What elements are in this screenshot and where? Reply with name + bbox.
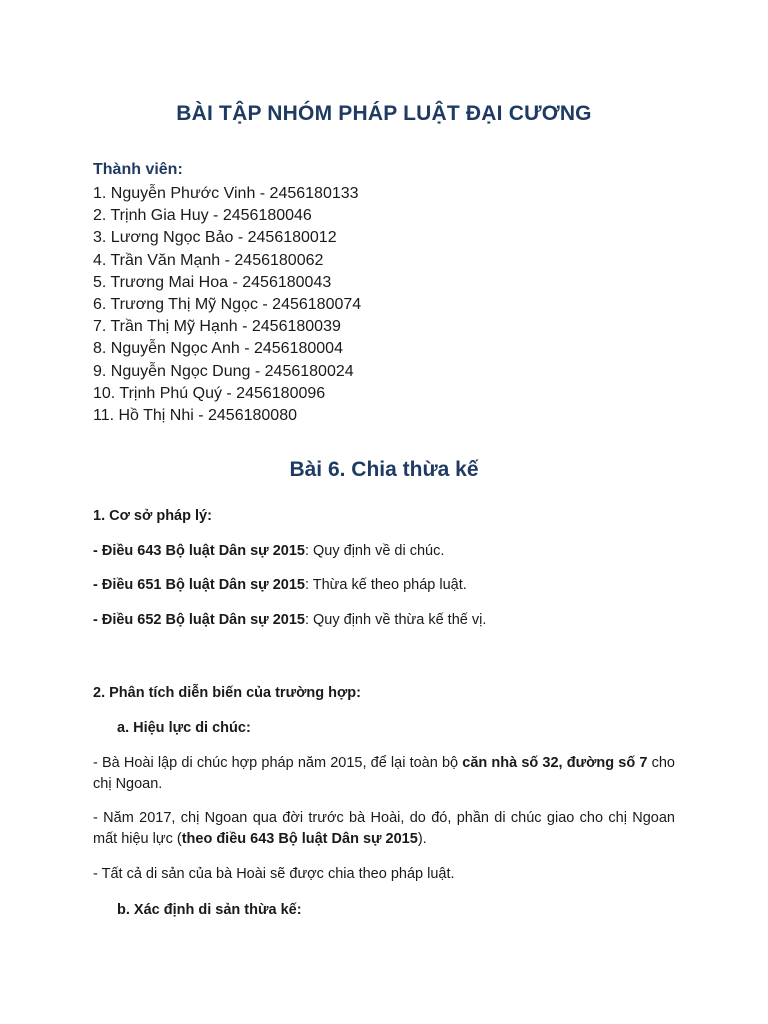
legal-item-bold: - Điều 651 Bộ luật Dân sự 2015: [93, 577, 305, 593]
paragraph-bold: căn nhà số 32, đường số 7: [462, 755, 648, 771]
subsection-b-text: b. Xác định di sản thừa kế:: [117, 902, 302, 918]
legal-item-652: [93, 610, 675, 631]
legal-item-text: : Quy định về di chúc.: [304, 543, 445, 559]
member-item: 8. Nguyễn Ngọc Anh - 2456180004: [93, 340, 343, 358]
analysis-heading-text: 2. Phân tích diễn biến của trường hợp:: [93, 685, 361, 701]
subsection-a: [117, 718, 699, 739]
legal-item-643: [93, 541, 675, 562]
legal-item-bold: - Điều 652 Bộ luật Dân sự 2015: [93, 612, 305, 628]
member-item: 5. Trương Mai Hoa - 2456180043: [93, 273, 332, 291]
paragraph-text: ).: [417, 831, 427, 847]
member-item: 4. Trần Văn Mạnh - 2456180062: [93, 251, 324, 269]
section-title: Bài 6. Chia thừa kế: [289, 458, 479, 481]
legal-item-text: : Quy định về thừa kế thế vị.: [304, 612, 487, 628]
legal-item-text: : Thừa kế theo pháp luật.: [304, 577, 467, 593]
member-item: 2. Trịnh Gia Huy - 2456180046: [93, 207, 312, 225]
paragraph-text: - Bà Hoài lập di chúc hợp pháp năm 2015, để lại toàn bộ: [93, 755, 463, 771]
member-item: 9. Nguyễn Ngọc Dung - 2456180024: [93, 362, 354, 380]
member-item: 6. Trương Thị Mỹ Ngọc - 2456180074: [93, 296, 362, 314]
members-list: [93, 183, 361, 427]
legal-basis-heading: [93, 506, 675, 527]
subsection-a-text: a. Hiệu lực di chúc:: [117, 720, 251, 736]
member-item: 10. Trịnh Phú Quý - 2456180096: [93, 384, 326, 402]
paragraph-text: - Tất cả di sản của bà Hoài sẽ được chia theo pháp luật.: [93, 866, 455, 882]
legal-basis-heading-text: 1. Cơ sở pháp lý:: [93, 508, 212, 524]
member-item: 3. Lương Ngọc Bảo - 2456180012: [93, 229, 337, 247]
member-item: 11. Hồ Thị Nhi - 2456180080: [93, 407, 297, 425]
analysis-heading: [93, 683, 675, 704]
paragraph-text: - Năm 2017, chị Ngoan qua đời trước bà Hoài, do đó, phần di chúc giao cho chị Ngoan mất hiệu lực (: [93, 810, 675, 847]
legal-item-651: [93, 575, 675, 596]
legal-item-bold: - Điều 643 Bộ luật Dân sự 2015: [93, 543, 305, 559]
subsection-b: [117, 900, 699, 921]
analysis-paragraph-1: [93, 753, 675, 795]
analysis-paragraph-3: [93, 864, 675, 885]
paragraph-text: cho chị Ngoan.: [93, 755, 675, 792]
analysis-paragraph-2: [93, 808, 675, 850]
member-item: 1. Nguyễn Phước Vinh - 2456180133: [93, 185, 359, 202]
member-item: 7. Trần Thị Mỹ Hạnh - 2456180039: [93, 318, 341, 336]
document-title: BÀI TẬP NHÓM PHÁP LUẬT ĐẠI CƯƠNG: [176, 102, 592, 125]
paragraph-bold: theo điều 643 Bộ luật Dân sự 2015: [181, 831, 418, 847]
members-label: Thành viên:: [93, 161, 183, 178]
